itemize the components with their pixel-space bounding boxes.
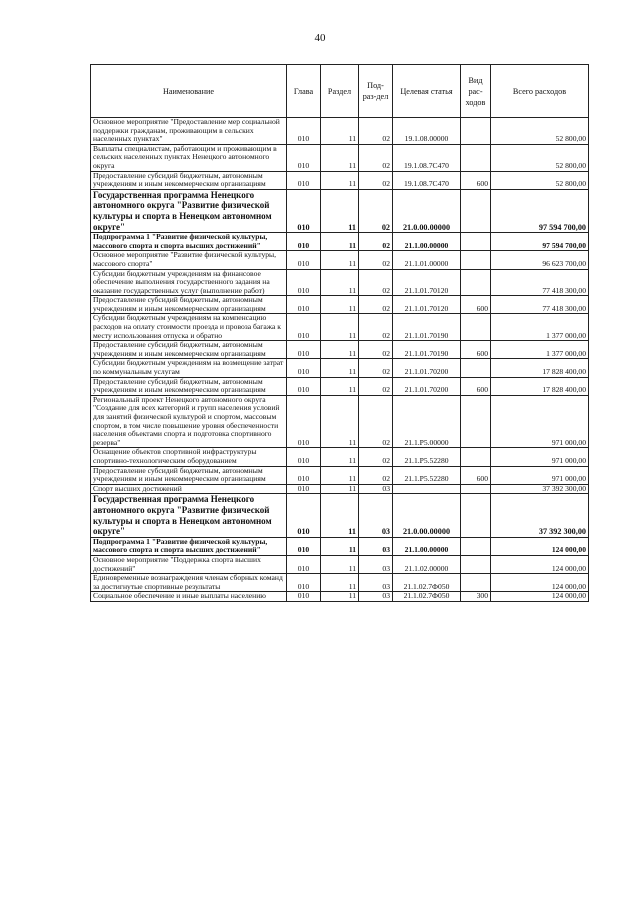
cell-razdel: 11 xyxy=(321,269,359,296)
cell-podrazdel: 02 xyxy=(359,171,393,189)
cell-name: Субсидии бюджетным учреждениям на финансовое обеспечение выполнения государственного задания на оказание государственных услуг (выполнение работ) xyxy=(91,269,287,296)
cell-razdel: 11 xyxy=(321,118,359,145)
cell-total: 77 418 300,00 xyxy=(491,269,589,296)
table-row xyxy=(91,359,589,377)
cell-razdel: 11 xyxy=(321,448,359,466)
cell-glava: 010 xyxy=(287,118,321,145)
cell-podrazdel: 02 xyxy=(359,359,393,377)
cell-glava: 010 xyxy=(287,189,321,232)
cell-vid xyxy=(461,118,491,145)
cell-target: 21.1.01.70120 xyxy=(393,296,461,314)
cell-vid xyxy=(461,448,491,466)
header-target: Целевая статья xyxy=(393,65,461,118)
cell-vid: 600 xyxy=(461,377,491,395)
table-row xyxy=(91,269,589,296)
cell-podrazdel: 02 xyxy=(359,144,393,171)
cell-vid: 600 xyxy=(461,171,491,189)
table-header-row xyxy=(91,65,589,118)
table-row xyxy=(91,377,589,395)
cell-glava: 010 xyxy=(287,359,321,377)
cell-total: 17 828 400,00 xyxy=(491,359,589,377)
cell-podrazdel: 02 xyxy=(359,118,393,145)
cell-name: Единовременные вознаграждения членам сборных команд за достигнутые спортивные результаты xyxy=(91,574,287,592)
cell-glava: 010 xyxy=(287,484,321,494)
cell-glava: 010 xyxy=(287,269,321,296)
table-row xyxy=(91,251,589,269)
cell-name: Подпрограмма 1 "Развитие физической культуры, массового спорта и спорта высших достижений" xyxy=(91,537,287,555)
cell-name: Предоставление субсидий бюджетным, автономным учреждениям и иным некоммерческим организациям xyxy=(91,466,287,484)
cell-target: 19.1.08.00000 xyxy=(393,118,461,145)
cell-name: Выплаты специалистам, работающим и проживающим в сельских населенных пунктах Ненецкого автономного округа xyxy=(91,144,287,171)
table-row xyxy=(91,118,589,145)
cell-target xyxy=(393,484,461,494)
cell-razdel: 11 xyxy=(321,233,359,251)
cell-name: Оснащение объектов спортивной инфраструктуры спортивно-технологическим оборудованием xyxy=(91,448,287,466)
cell-razdel: 11 xyxy=(321,144,359,171)
header-podrazdel: Под-раз-дел xyxy=(359,65,393,118)
table-row xyxy=(91,395,589,448)
table-body xyxy=(91,118,589,602)
cell-razdel: 11 xyxy=(321,341,359,359)
cell-total: 77 418 300,00 xyxy=(491,296,589,314)
header-total: Всего расходов xyxy=(491,65,589,118)
cell-vid xyxy=(461,574,491,592)
table-row xyxy=(91,171,589,189)
cell-target: 21.1.02.7Ф050 xyxy=(393,574,461,592)
cell-vid: 600 xyxy=(461,466,491,484)
cell-target: 21.0.00.00000 xyxy=(393,189,461,232)
cell-podrazdel: 02 xyxy=(359,314,393,341)
cell-razdel: 11 xyxy=(321,296,359,314)
header-name: Наименование xyxy=(91,65,287,118)
cell-target: 21.1.01.70200 xyxy=(393,377,461,395)
table-row xyxy=(91,314,589,341)
cell-podrazdel: 03 xyxy=(359,592,393,602)
header-razdel: Раздел xyxy=(321,65,359,118)
cell-vid xyxy=(461,189,491,232)
cell-razdel: 11 xyxy=(321,555,359,573)
cell-total: 971 000,00 xyxy=(491,448,589,466)
cell-name: Основное мероприятие "Развитие физической культуры, массового спорта" xyxy=(91,251,287,269)
table-row xyxy=(91,296,589,314)
table-row xyxy=(91,466,589,484)
cell-podrazdel: 03 xyxy=(359,537,393,555)
cell-name: Спорт высших достижений xyxy=(91,484,287,494)
cell-vid xyxy=(461,359,491,377)
cell-total: 124 000,00 xyxy=(491,574,589,592)
cell-total: 17 828 400,00 xyxy=(491,377,589,395)
cell-vid xyxy=(461,537,491,555)
cell-target: 21.1.00.00000 xyxy=(393,233,461,251)
cell-name: Основное мероприятие "Поддержка спорта высших достижений" xyxy=(91,555,287,573)
cell-vid xyxy=(461,314,491,341)
cell-total: 52 800,00 xyxy=(491,144,589,171)
cell-target: 21.1.01.70190 xyxy=(393,341,461,359)
cell-vid: 300 xyxy=(461,592,491,602)
cell-glava: 010 xyxy=(287,494,321,537)
cell-podrazdel: 03 xyxy=(359,494,393,537)
cell-podrazdel: 03 xyxy=(359,555,393,573)
cell-glava: 010 xyxy=(287,233,321,251)
cell-vid: 600 xyxy=(461,341,491,359)
cell-total: 1 377 000,00 xyxy=(491,341,589,359)
cell-razdel: 11 xyxy=(321,537,359,555)
cell-podrazdel: 02 xyxy=(359,448,393,466)
cell-total: 97 594 700,00 xyxy=(491,189,589,232)
header-vid: Вид рас-ходов xyxy=(461,65,491,118)
cell-total: 124 000,00 xyxy=(491,537,589,555)
cell-target: 21.1.Р5.52280 xyxy=(393,466,461,484)
cell-target: 21.1.01.70120 xyxy=(393,269,461,296)
table-row xyxy=(91,144,589,171)
cell-total: 37 392 300,00 xyxy=(491,494,589,537)
cell-name: Предоставление субсидий бюджетным, автономным учреждениям и иным некоммерческим организациям xyxy=(91,377,287,395)
table-row xyxy=(91,233,589,251)
cell-glava: 010 xyxy=(287,395,321,448)
cell-name: Основное мероприятие "Предоставление мер социальной поддержки гражданам, проживающим в сельских населенных пунктах" xyxy=(91,118,287,145)
cell-glava: 010 xyxy=(287,377,321,395)
cell-vid xyxy=(461,233,491,251)
cell-vid xyxy=(461,555,491,573)
cell-total: 37 392 300,00 xyxy=(491,484,589,494)
cell-name: Субсидии бюджетным учреждениям на компенсацию расходов на оплату стоимости проезда и провоза багажа к месту использования отпуска и обратно xyxy=(91,314,287,341)
table-row xyxy=(91,555,589,573)
cell-total: 1 377 000,00 xyxy=(491,314,589,341)
table-row xyxy=(91,494,589,537)
cell-name: Региональный проект Ненецкого автономного округа "Создание для всех категорий и групп населения условий для занятий физической культурой и спортом, массовым спортом, в том числе повышение уровня обеспеченности населения объектами спорта и подготовка спортивного резерва" xyxy=(91,395,287,448)
cell-podrazdel: 02 xyxy=(359,466,393,484)
cell-total: 971 000,00 xyxy=(491,466,589,484)
cell-name: Предоставление субсидий бюджетным, автономным учреждениям и иным некоммерческим организациям xyxy=(91,171,287,189)
cell-glava: 010 xyxy=(287,296,321,314)
cell-podrazdel: 02 xyxy=(359,269,393,296)
cell-razdel: 11 xyxy=(321,314,359,341)
cell-podrazdel: 03 xyxy=(359,484,393,494)
cell-name: Государственная программа Ненецкого автономного округа "Развитие физической культуры и спорта в Ненецком автономном округе" xyxy=(91,494,287,537)
cell-target: 21.1.01.00000 xyxy=(393,251,461,269)
cell-glava: 010 xyxy=(287,466,321,484)
cell-total: 124 000,00 xyxy=(491,592,589,602)
cell-total: 124 000,00 xyxy=(491,555,589,573)
cell-target: 19.1.08.7С470 xyxy=(393,171,461,189)
cell-podrazdel: 02 xyxy=(359,189,393,232)
cell-total: 96 623 700,00 xyxy=(491,251,589,269)
cell-razdel: 11 xyxy=(321,251,359,269)
table-row xyxy=(91,189,589,232)
cell-glava: 010 xyxy=(287,314,321,341)
cell-name: Государственная программа Ненецкого автономного округа "Развитие физической культуры и спорта в Ненецком автономном округе" xyxy=(91,189,287,232)
cell-glava: 010 xyxy=(287,341,321,359)
page-number: 40 xyxy=(314,32,326,44)
cell-name: Подпрограмма 1 "Развитие физической культуры, массового спорта и спорта высших достижений" xyxy=(91,233,287,251)
cell-name: Субсидии бюджетным учреждениям на возмещение затрат по коммунальным услугам xyxy=(91,359,287,377)
table-row xyxy=(91,537,589,555)
cell-glava: 010 xyxy=(287,537,321,555)
cell-podrazdel: 02 xyxy=(359,296,393,314)
cell-vid xyxy=(461,494,491,537)
cell-glava: 010 xyxy=(287,555,321,573)
cell-podrazdel: 02 xyxy=(359,377,393,395)
cell-razdel: 11 xyxy=(321,171,359,189)
cell-target: 21.1.Р5.00000 xyxy=(393,395,461,448)
cell-target: 21.1.02.7Ф050 xyxy=(393,592,461,602)
cell-name: Предоставление субсидий бюджетным, автономным учреждениям и иным некоммерческим организациям xyxy=(91,296,287,314)
cell-glava: 010 xyxy=(287,251,321,269)
cell-vid xyxy=(461,269,491,296)
cell-vid xyxy=(461,144,491,171)
cell-vid xyxy=(461,395,491,448)
cell-total: 971 000,00 xyxy=(491,395,589,448)
cell-target: 21.0.00.00000 xyxy=(393,494,461,537)
cell-podrazdel: 02 xyxy=(359,341,393,359)
cell-razdel: 11 xyxy=(321,377,359,395)
cell-podrazdel: 02 xyxy=(359,251,393,269)
cell-target: 21.1.01.70200 xyxy=(393,359,461,377)
cell-vid: 600 xyxy=(461,296,491,314)
cell-total: 52 800,00 xyxy=(491,171,589,189)
budget-table xyxy=(90,64,589,602)
cell-glava: 010 xyxy=(287,144,321,171)
cell-podrazdel: 03 xyxy=(359,574,393,592)
cell-total: 52 800,00 xyxy=(491,118,589,145)
cell-total: 97 594 700,00 xyxy=(491,233,589,251)
table-row xyxy=(91,484,589,494)
cell-razdel: 11 xyxy=(321,494,359,537)
cell-vid xyxy=(461,484,491,494)
cell-target: 21.1.Р5.52280 xyxy=(393,448,461,466)
cell-target: 19.1.08.7С470 xyxy=(393,144,461,171)
table-row xyxy=(91,592,589,602)
header-glava: Глава xyxy=(287,65,321,118)
cell-glava: 010 xyxy=(287,448,321,466)
cell-target: 21.1.00.00000 xyxy=(393,537,461,555)
cell-name: Предоставление субсидий бюджетным, автономным учреждениям и иным некоммерческим организациям xyxy=(91,341,287,359)
cell-razdel: 11 xyxy=(321,484,359,494)
cell-podrazdel: 02 xyxy=(359,233,393,251)
cell-target: 21.1.02.00000 xyxy=(393,555,461,573)
cell-razdel: 11 xyxy=(321,189,359,232)
cell-name: Социальное обеспечение и иные выплаты населению xyxy=(91,592,287,602)
cell-podrazdel: 02 xyxy=(359,395,393,448)
cell-glava: 010 xyxy=(287,592,321,602)
table-row xyxy=(91,448,589,466)
cell-glava: 010 xyxy=(287,171,321,189)
cell-razdel: 11 xyxy=(321,574,359,592)
cell-razdel: 11 xyxy=(321,592,359,602)
cell-razdel: 11 xyxy=(321,466,359,484)
cell-razdel: 11 xyxy=(321,359,359,377)
cell-razdel: 11 xyxy=(321,395,359,448)
table-row xyxy=(91,341,589,359)
table-row xyxy=(91,574,589,592)
cell-target: 21.1.01.70190 xyxy=(393,314,461,341)
cell-glava: 010 xyxy=(287,574,321,592)
cell-vid xyxy=(461,251,491,269)
